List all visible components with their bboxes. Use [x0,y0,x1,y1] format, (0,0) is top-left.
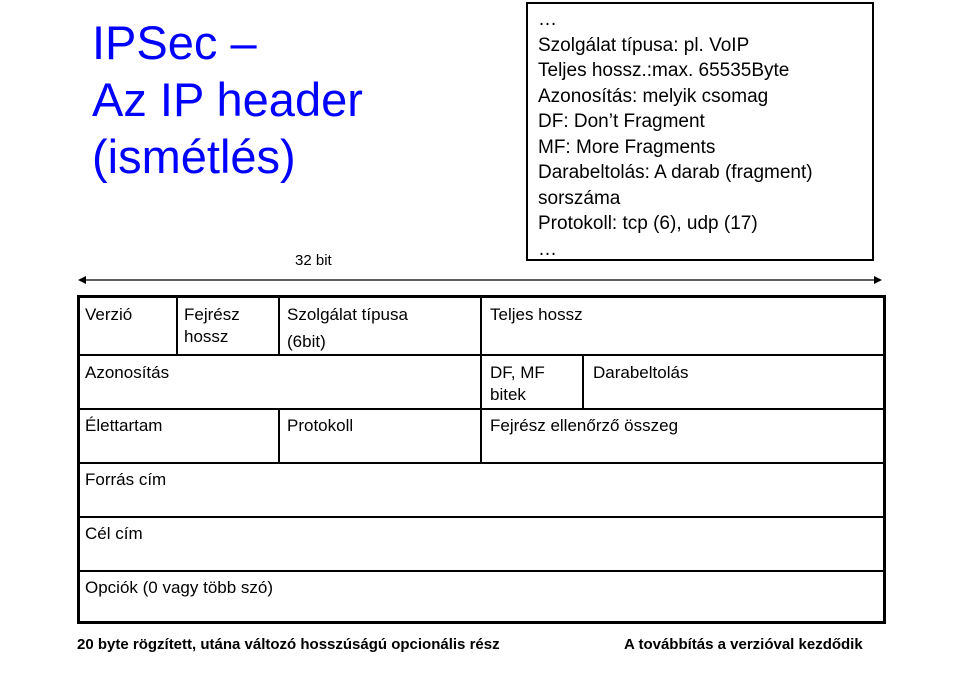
info-line: Protokoll: tcp (6), udp (17) [538,213,758,234]
ip-header-table [77,295,886,624]
row-divider [80,516,883,518]
info-line: Szolgálat típusa: pl. VoIP [538,34,750,56]
title-line-2: Az IP header [92,73,363,126]
col-divider [176,298,178,354]
info-line: DF: Don’t Fragment [538,111,705,132]
cell-checksum: Fejrész ellenőrző összeg [490,416,679,435]
info-line: MF: More Fragments [538,136,716,158]
info-line: Darabeltolás: A darab (fragment) [538,162,813,183]
cell-tos-2: (6bit) [287,332,326,351]
cell-header-length-2: hossz [184,327,229,346]
cell-source-address: Forrás cím [85,470,167,489]
col-divider [480,298,482,462]
cell-tos-1: Szolgálat típusa [287,305,408,324]
info-line: Azonosítás: melyik csomag [538,85,769,107]
cell-fragment-offset: Darabeltolás [593,363,689,382]
cell-version: Verzió [85,305,133,324]
footer-note-right: A továbbítás a verzióval kezdődik [624,636,863,653]
cell-total-length: Teljes hossz [490,305,583,324]
cell-flags-2: bitek [490,385,526,404]
info-line: sorszáma [538,187,621,209]
info-line: … [538,238,557,260]
info-line: … [538,9,557,30]
col-divider [278,298,280,354]
info-line: Teljes hossz.:max. 65535Byte [538,60,790,81]
col-divider [582,354,584,408]
cell-protocol: Protokoll [287,416,354,435]
col-divider [278,408,280,462]
row-divider [80,462,883,464]
row-divider [80,570,883,572]
cell-identification: Azonosítás [85,363,170,382]
cell-destination-address: Cél cím [85,524,143,543]
bit-width-label: 32 bit [295,252,332,269]
arrow-head-left [78,276,86,284]
cell-options: Opciók (0 vagy több szó) [85,578,274,597]
title-line-3: (ismétlés) [92,130,296,183]
title-line-1: IPSec – [92,16,257,69]
cell-header-length-1: Fejrész [184,305,240,324]
cell-ttl: Élettartam [85,416,163,435]
arrow-head-right [874,276,882,284]
cell-flags-1: DF, MF [490,363,545,382]
footer-note-left: 20 byte rögzített, utána változó hosszúságú opcionális rész [77,636,500,653]
